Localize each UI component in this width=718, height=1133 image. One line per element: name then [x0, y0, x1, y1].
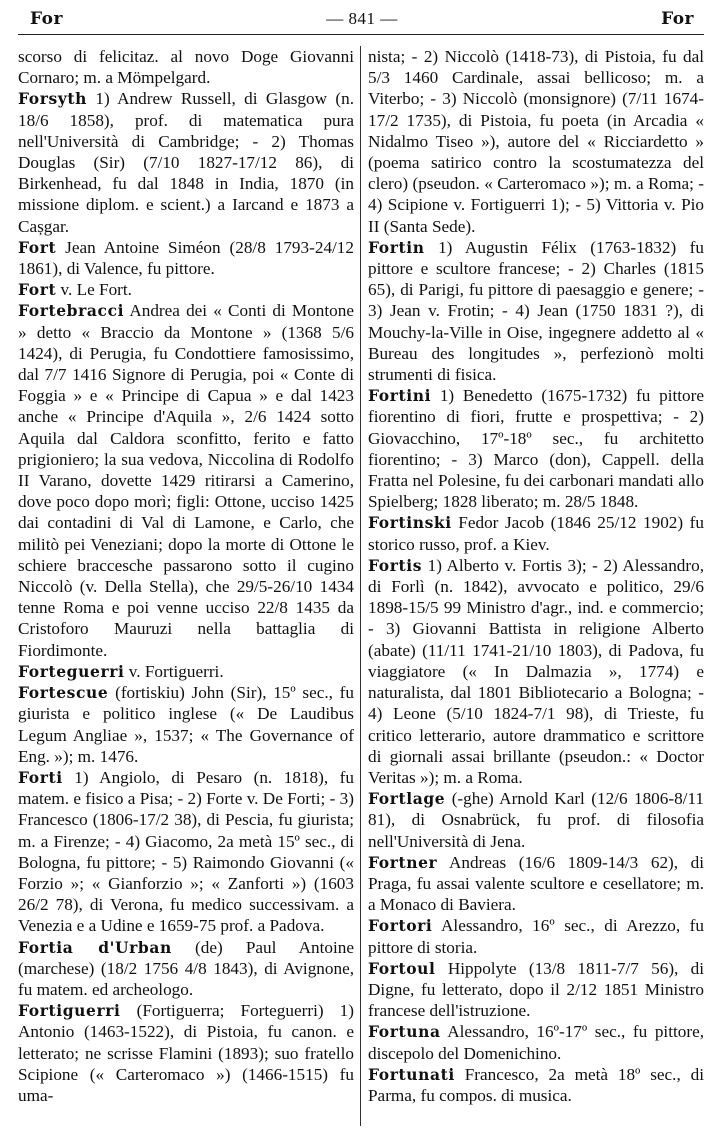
dictionary-entry: [368, 958, 704, 1022]
header-rule: [18, 34, 704, 35]
dictionary-entry: [368, 385, 704, 512]
entry-headword: Fort: [18, 280, 57, 300]
entry-headword: Fortini: [368, 386, 432, 406]
page-number: — 841 —: [326, 9, 398, 28]
entry-headword: Fortin: [368, 237, 425, 257]
dictionary-entry: [18, 767, 354, 937]
entry-headword: Forsyth: [18, 89, 88, 109]
entry-text: Alessandro, 16º sec., di Arezzo, fu pittore di storia.: [368, 916, 704, 957]
entry-headword: Fortoul: [368, 958, 436, 978]
entry-text: 1) Benedetto (1675-1732) fu pittore fiorentino di fiori, frutte e prospettiva; - 2) Giovacchino, 17º-18º sec., fu architetto fiorentino; - 3) Marco (don), Cappell. della Fratta nel Polesine, fu dei carbonari mandati allo Spielberg; 1828 liberato; m. 28/5 1848.: [368, 386, 704, 512]
dictionary-entry: [368, 512, 704, 554]
dictionary-entry: [18, 300, 354, 660]
entry-text: Hippolyte (13/8 1811-7/7 56), di Digne, fu letterato, dopo il 2/12 1851 Ministro francese dell'istruzione.: [368, 958, 704, 1021]
entry-text: Alessandro, 16º-17º sec., fu pittore, discepolo del Domenichino.: [368, 1022, 704, 1063]
entry-text: Andrea dei « Conti di Montone » detto « Braccio da Montone » (1368 5/6 1424), di Perugia, fu Condottiere famosissimo, dal 7/7 1416 Signore di Perugia, poi « Conte di Foggia » e « Principe di Capua » e dal 1423 anche « Principe d'Aquila », 2/6 1424 sotto Aquila dal Caldora sconfitto, ferito e fatto prigioniero; la sua vedova, Niccolina di Rodolfo II Varano, dovette 1429 ritirarsi a Camerino, dove poco dopo morì; figli: Ottone, ucciso 1425 dai contadini di Val di Lamone, e Carlo, che militò pei Veneziani; dopo la morte di Ottone le schiere braccesche passarono sotto il cugino Niccolò (v. Della Stella), che 29/5-26/10 1434 tenne Roma e poi venne ucciso 22/8 1435 da Cristoforo Mauruzi nella battaglia di Fiordimonte.: [18, 301, 354, 660]
dictionary-entry: [368, 852, 704, 916]
entry-text: 1) Alberto v. Fortis 3); - 2) Alessandro, di Forlì (n. 1842), avvocato e politico, 29/6 1898-15/5 99 Ministro d'agr., ind. e commercio; - 3) Giovanni Battista in religione Alberto (abate) (11/11 1741-21/10 1803), di Padova, fu viaggiatore (« In Dalmazia », 1774) e naturalista, dal 1801 Bibliotecario a Bologna; - 4) Leone (5/10 1824-7/1 98), di Trieste, fu critico letterario, autore drammatico e scrittore di giornali assai brillante (pseudon.: « Doctor Veritas »); m. a Roma.: [368, 555, 704, 787]
entry-text: 1) Angiolo, di Pesaro (n. 1818), fu matem. e fisico a Pisa; - 2) Forte v. De Forti; - 3) Francesco (1806-17/2 38), di Pescia, fu giurista; m. a Firenze; - 4) Giacomo, 2a metà 15º sec., di Bologna, fu pittore; - 5) Raimondo Giovanni (« Forzio »; « Gianforzio »; « Zanforti ») (1603 26/2 78), di Verona, fu medico successivam. a Venezia e a Udine e 1659-75 prof. a Padova.: [18, 767, 354, 936]
running-header: [0, 6, 718, 32]
entry-text: v. Le Fort.: [56, 280, 132, 300]
entry-headword: Fortis: [368, 555, 423, 575]
entry-text: 1) Andrew Russell, di Glasgow (n. 18/6 1858), prof. di matematica pura nell'Università di Cambridge; - 2) Thomas Douglas (Sir) (7/10 1827-17/12 86), di Birkenhead, fu dal 1848 in India, 1870 (in missione diplom. e scient.) a Iarcand e 1873 a Cașgar.: [18, 89, 354, 236]
entry-headword: Fortiguerri: [18, 1001, 121, 1021]
dictionary-entry: [18, 937, 354, 1001]
entry-headword: Fortia d'Urban: [18, 937, 172, 957]
entry-text: (Fortiguerra; Forteguerri) 1) Antonio (1463-1522), di Pistoia, fu canon. e letterato; ne scrisse Flamini (1893); suo fratello Scipione (« Carteromaco ») (1466-1515) fu uma-: [18, 1001, 354, 1105]
entry-text: v. Fortiguerri.: [124, 661, 224, 681]
entry-text: 1) Augustin Félix (1763-1832) fu pittore e scultore francese; - 2) Charles (1815 65), di Parigi, fu pittore di paesaggio e genere; - 3) Jean v. Frotin; - 4) Jean (1750 1831 ?), di Mouchy-la-Ville in Oise, ingegnere addetto al « Bureau des longitudes », perfezionò molti strumenti di fisica.: [368, 237, 704, 385]
dictionary-entry: [18, 88, 354, 236]
dictionary-entry: [18, 661, 354, 682]
dictionary-entry: [368, 46, 704, 237]
dictionary-entry: [18, 279, 354, 300]
entry-text: (-ghe) Arnold Karl (12/6 1806-8/11 81), di Osnabrück, fu prof. di filosofia nell'Università di Jena.: [368, 789, 704, 851]
entry-text: (fortiskiu) John (Sir), 15º sec., fu giurista e politico inglese (« De Laudibus Legum Angliae », 1537; « The Governance of Eng. »); m. 1476.: [18, 683, 354, 766]
dictionary-entry: [18, 1000, 354, 1106]
entry-text: Francesco, 2a metà 18º sec., di Parma, fu compos. di musica.: [368, 1064, 704, 1105]
dictionary-entry: [18, 237, 354, 279]
entry-text: Fedor Jacob (1846 25/12 1902) fu storico russo, prof. a Kiev.: [368, 513, 704, 554]
right-column: [368, 46, 704, 1106]
dictionary-entry: [368, 1064, 704, 1106]
entry-headword: Forti: [18, 767, 63, 787]
entry-text: scorso di felicitaz. al novo Doge Giovanni Cornaro; m. a Mömpelgard.: [18, 47, 354, 88]
entry-headword: Forteguerri: [18, 661, 125, 681]
entry-headword: Fortori: [368, 916, 433, 936]
dictionary-entry: [18, 682, 354, 767]
column-divider: [360, 46, 361, 1126]
entry-headword: Fortescue: [18, 683, 109, 703]
entry-text: Andreas (16/6 1809-14/3 62), di Praga, fu assai valente scultore e cesellatore; m. a Monaco di Baviera.: [368, 852, 704, 915]
dictionary-entry: [368, 1021, 704, 1063]
entry-headword: Fortlage: [368, 789, 446, 809]
entry-headword: Fortner: [368, 852, 438, 872]
entry-text: Jean Antoine Siméon (28/8 1793-24/12 1861), di Valence, fu pittore.: [18, 237, 354, 279]
entry-text: nista; - 2) Niccolò (1418-73), di Pistoia, fu dal 5/3 1460 Cardinale, assai bellicoso; m. a Viterbo; - 3) Niccolò (monsignore) (7/11 1674-17/2 1735), di Pistoia, fu poeta (in Arcadia « Nidalmo Tiseo »), autore del « Ricciardetto » (poema satirico contro la scostumatezza del clero) (pseudon. « Carteromaco »); m. a Roma; - 4) Scipione v. Fortiguerri 1); - 5) Vittoria v. Pio II (Santa Sede).: [368, 47, 704, 236]
left-column: [18, 46, 354, 1106]
dictionary-entry: [368, 915, 704, 957]
dictionary-entry: [368, 237, 704, 385]
header-right-word: For: [661, 9, 694, 29]
entry-headword: Fortebracci: [18, 301, 125, 321]
entry-text: (de) Paul Antoine (marchese) (18/2 1756 4/8 1843), di Avignone, fu matem. ed archeologo.: [18, 937, 354, 999]
entry-headword: Fort: [18, 237, 57, 257]
entry-headword: Fortuna: [368, 1022, 441, 1042]
header-left-word: For: [30, 9, 63, 29]
entry-headword: Fortunati: [368, 1064, 455, 1084]
entry-headword: Fortinski: [368, 513, 452, 533]
dictionary-entry: [18, 46, 354, 88]
dictionary-entry: [368, 555, 704, 788]
dictionary-entry: [368, 788, 704, 852]
